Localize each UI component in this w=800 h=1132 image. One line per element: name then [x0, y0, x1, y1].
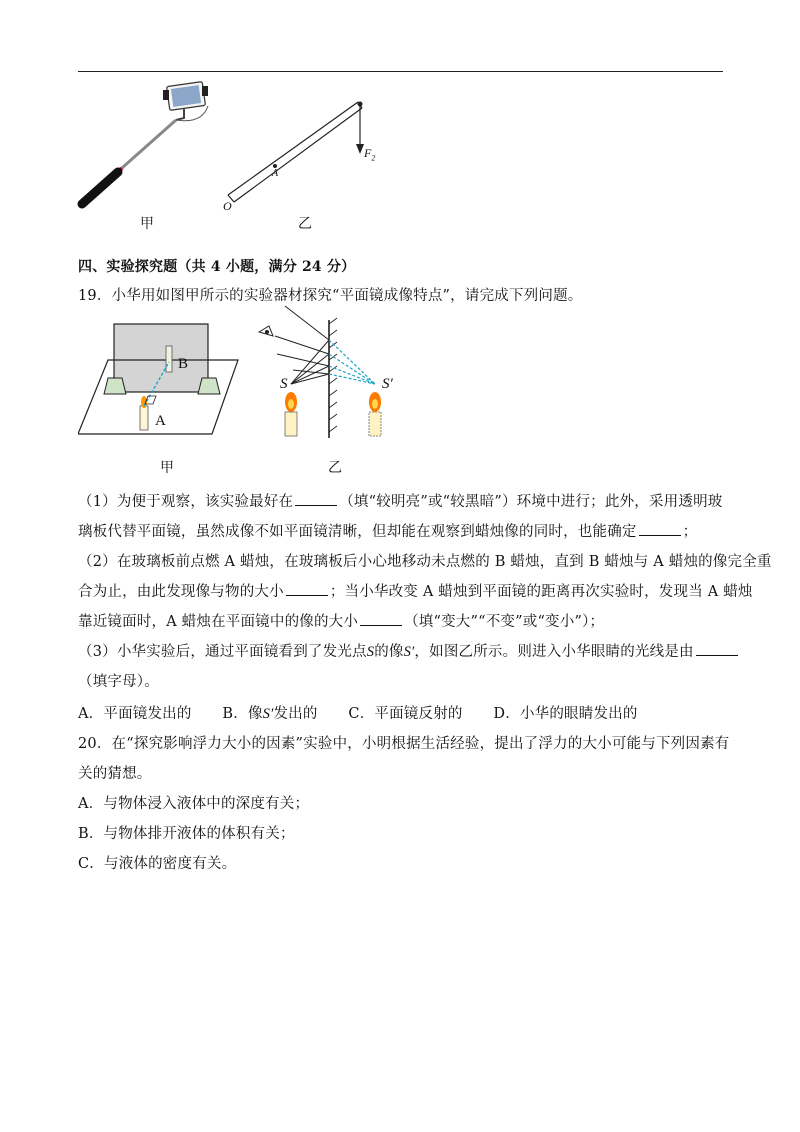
- q20-item-c: C．与液体的密度有关。: [78, 856, 237, 872]
- q20-item-b: B．与物体排开液体的体积有关；: [78, 826, 295, 842]
- q19-options: [78, 702, 664, 723]
- section-title: 四、实验探究题（共 4 小题，满分 24 分）: [78, 259, 356, 275]
- q19-part3-line2: （填字母）。: [78, 674, 159, 690]
- q19-part2-line3: 靠近镜面时，A 蜡烛在平面镜中的像的大小 （填“变大”“不变”或“变小”）；: [78, 610, 604, 631]
- q19-part2-line1: （2）在玻璃板前点燃 A 蜡烛，在玻璃板后小心地移动未点燃的 B 蜡烛，直到 B 蜡烛与 A 蜡烛的像完全重: [78, 554, 772, 570]
- q19-stem: 19．小华用如图甲所示的实验器材探究“平面镜成像特点”，请完成下列问题。: [78, 288, 583, 304]
- q19-label-s-prime: S′: [382, 376, 393, 392]
- q19-blank-2[interactable]: [639, 521, 681, 536]
- q20-stem-line2: 关的猜想。: [78, 766, 152, 782]
- q19-option-b[interactable]: B．像S′发出的: [222, 706, 318, 722]
- q19-label-s: S: [280, 376, 288, 392]
- q19-blank-5[interactable]: [696, 641, 738, 656]
- q19-label-a: A: [155, 413, 166, 429]
- mirror-rays-figure: [255, 300, 405, 445]
- q19-caption-yi: 乙: [328, 460, 342, 476]
- q19-blank-3[interactable]: [286, 581, 328, 596]
- q19-blank-4[interactable]: [360, 611, 402, 626]
- q19-option-d[interactable]: D．小华的眼睛发出的: [493, 706, 638, 722]
- q19-blank-1[interactable]: [295, 491, 337, 506]
- figure-caption-yi: 乙: [298, 216, 312, 232]
- q20-item-a: A．与物体浸入液体中的深度有关；: [78, 796, 310, 812]
- q19-part2-line2: 合为止，由此发现像与物的大小 ；当小华改变 A 蜡烛到平面镜的距离再次实验时，发现当 A 蜡烛: [78, 580, 753, 601]
- q19-caption-jia: 甲: [160, 460, 174, 476]
- q19-option-c[interactable]: C．平面镜反射的: [348, 706, 463, 722]
- q19-part1-line2: 璃板代替平面镜，虽然成像不如平面镜清晰，但却能在观察到蜡烛像的同时，也能确定 ；: [78, 520, 697, 541]
- lever-label-a: A: [272, 168, 279, 179]
- figure-caption-jia: 甲: [140, 216, 154, 232]
- q19-part1-line1: （1）为便于观察，该实验最好在 （填“较明亮”或“较黑暗”）环境中进行；此外，采用透明玻: [78, 490, 722, 511]
- selfie-stick-figure: [72, 76, 222, 216]
- lever-figure: [218, 92, 388, 222]
- q20-stem-line1: 20．在“探究影响浮力大小的因素”实验中，小明根据生活经验，提出了浮力的大小可能与下列因素有: [78, 736, 730, 752]
- header-rule: [78, 71, 723, 72]
- q19-option-a[interactable]: A．平面镜发出的: [78, 706, 192, 722]
- q19-label-b: B: [178, 356, 189, 372]
- lever-label-o: O: [223, 199, 232, 213]
- lever-label-f2: $F_2$: [364, 146, 376, 163]
- q19-part3-line1: （3）小华实验后，通过平面镜看到了发光点S的像S′，如图乙所示。则进入小华眼睛的光线是由: [78, 640, 740, 661]
